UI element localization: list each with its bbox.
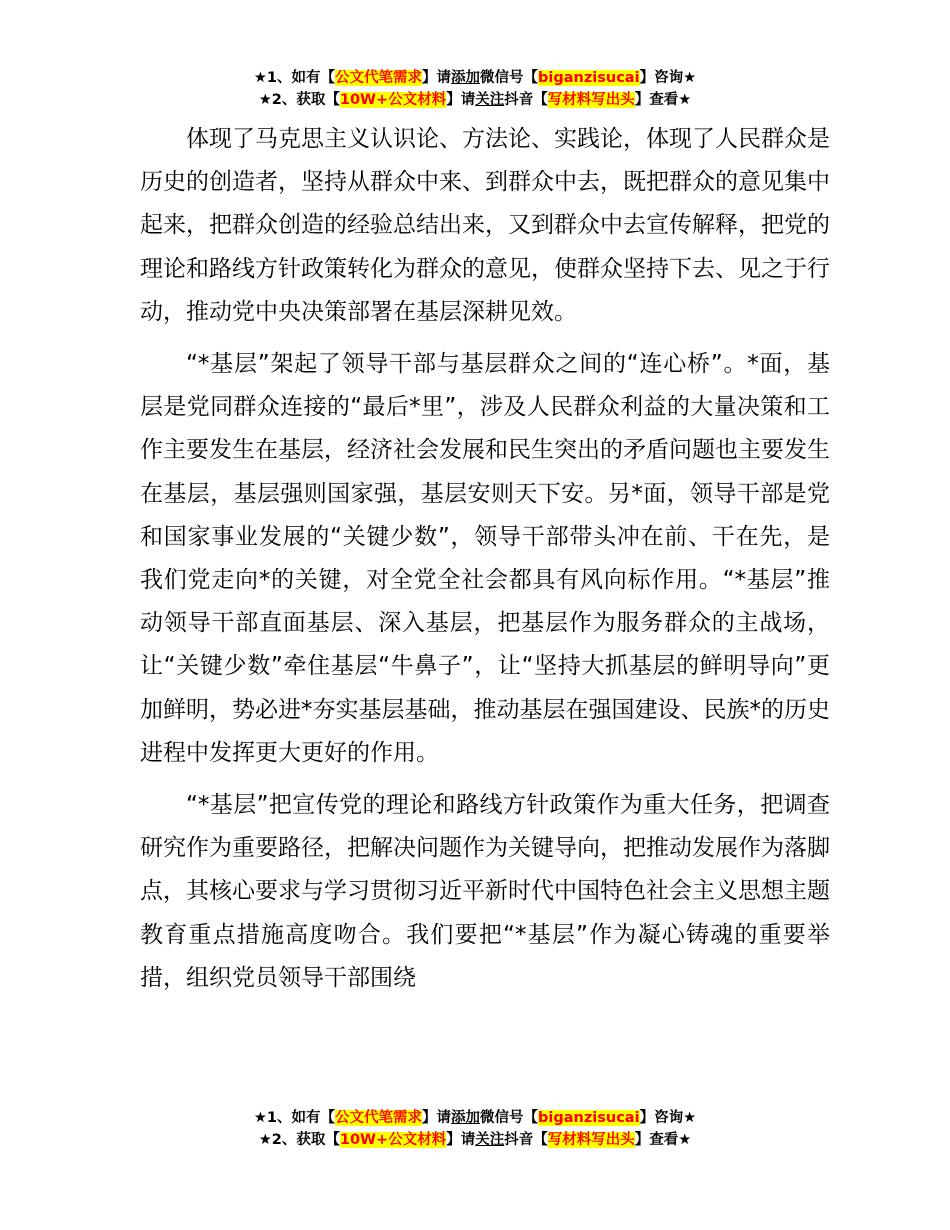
header-banner [0, 67, 950, 111]
highlight-wechat-id: biganzisucai [538, 70, 640, 86]
highlight-materials: 10W+公文材料 [339, 1132, 447, 1148]
highlight-wechat-id: biganzisucai [538, 1110, 640, 1126]
paragraph-1: 体现了马克思主义认识论、方法论、实践论，体现了人民群众是历史的创造者，坚持从群众中来、到群众中去，既把群众的意见集中起来，把群众创造的经验总结出来，又到群众中去宣传解释，把党的理论和路线方针政策转化为群众的意见，使群众坚持下去、见之于行动，推动党中央决策部署在基层深耕见效。 [140, 126, 830, 325]
header-banner-line-1: ★1、如有【公文代笔需求】请添加微信号【biganzisucai】咨询★ [253, 70, 697, 86]
paragraph-2: “*基层”架起了领导干部与基层群众之间的“连心桥”。*面，基层是党同群众连接的“最后*里”，涉及人民群众利益的大量决策和工作主要发生在基层，经济社会发展和民生突出的矛盾问题也主要发生在基层，基层强则国家强，基层安则天下安。另*面，领导干部是党和国家事业发展的“关键少数”，领导干部带头冲在前、干在先，是我们党走向*的关键，对全党全社会都具有风向标作用。“*基层”推动领导干部直面基层、深入基层，把基层作为服务群众的主战场，让“关键少数”牵住基层“牛鼻子”，让“坚持大抓基层的鲜明导向”更加鲜明，势必进*夯实基层基础，推动基层在强国建设、民族*的历史进程中发挥更大更好的作用。 [140, 351, 830, 766]
highlight-service: 公文代笔需求 [335, 70, 423, 86]
document-body [140, 118, 830, 1000]
header-banner-line-2: ★2、获取【10W+公文材料】请关注抖音【写材料写出头】查看★ [258, 92, 692, 108]
footer-banner-line-1: ★1、如有【公文代笔需求】请添加微信号【biganzisucai】咨询★ [253, 1110, 697, 1126]
highlight-service: 公文代笔需求 [335, 1110, 423, 1126]
highlight-douyin-account: 写材料写出头 [547, 92, 635, 108]
footer-banner-line-2: ★2、获取【10W+公文材料】请关注抖音【写材料写出头】查看★ [258, 1132, 692, 1148]
highlight-materials: 10W+公文材料 [339, 92, 447, 108]
highlight-douyin-account: 写材料写出头 [547, 1132, 635, 1148]
paragraph-3: “*基层”把宣传党的理论和路线方针政策作为重大任务，把调查研究作为重要路径，把解决问题作为关键导向，把推动发展作为落脚点，其核心要求与学习贯彻习近平新时代中国特色社会主义思想主题教育重点措施高度吻合。我们要把“*基层”作为凝心铸魂的重要举措，组织党员领导干部围绕 [140, 792, 830, 991]
footer-banner [0, 1107, 950, 1151]
